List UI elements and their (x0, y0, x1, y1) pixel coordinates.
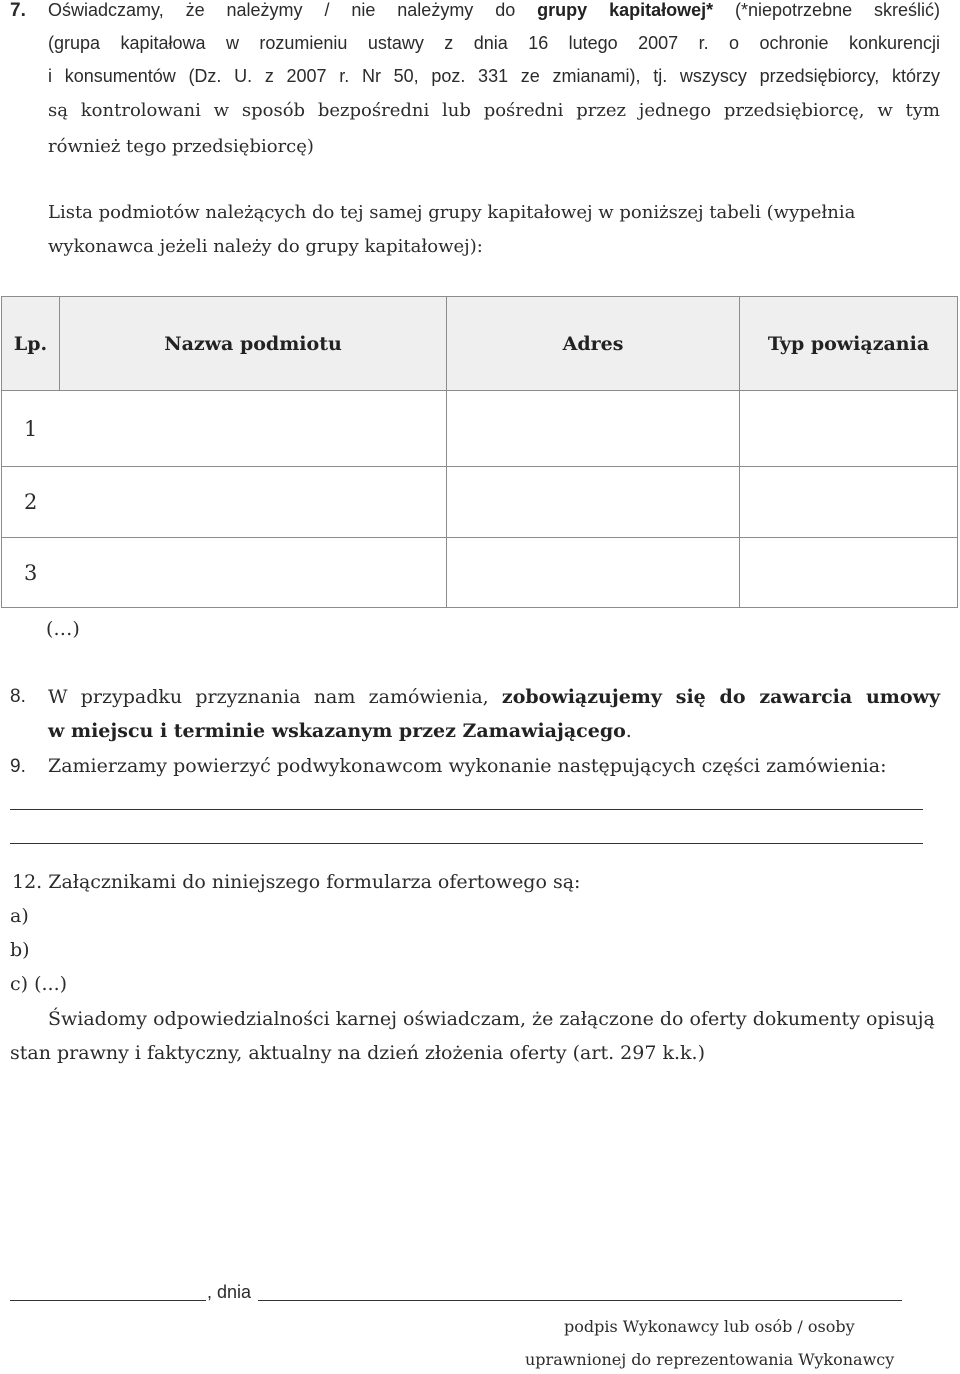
list-intro-line-1: Lista podmiotów należących do tej samej grupy kapitałowej w poniższej tabeli (wypełnia (48, 202, 856, 223)
attachment-c: c) (...) (10, 973, 68, 995)
table-continuation: (…) (46, 618, 80, 640)
row-number: 3 (2, 538, 447, 608)
header-lp: Lp. (2, 297, 60, 391)
table-header-row (2, 297, 958, 391)
item-7-number: 7. (10, 0, 26, 21)
item-7-line-4: są kontrolowani w sposób bezpośredni lub pośredni przez jednego przedsiębiorcę, w tym (48, 100, 940, 121)
subcontract-blank-line-1[interactable] (10, 809, 923, 810)
item-7-line-5: również tego przedsiębiorcę) (48, 136, 314, 157)
signature-caption-1: podpis Wykonawcy lub osób / osoby (564, 1317, 855, 1336)
attachment-b: b) (10, 939, 30, 961)
list-intro-line-2: wykonawca jeżeli należy do grupy kapitałowej): (48, 236, 483, 257)
row-address-cell[interactable] (447, 538, 740, 608)
declaration-line-1: Świadomy odpowiedzialności karnej oświadczam, że załączone do oferty dokumenty opisują (48, 1008, 935, 1030)
date-label: , dnia (207, 1282, 252, 1302)
item-8-line-1: W przypadku przyznania nam zamówienia, zobowiązujemy się do zawarcia umowy (48, 686, 940, 708)
place-blank-line[interactable] (10, 1300, 206, 1301)
subcontract-blank-line-2[interactable] (10, 843, 923, 844)
table-row (2, 391, 958, 467)
header-address: Adres (447, 297, 740, 391)
item-9-number: 9. (10, 756, 26, 777)
header-relation-type: Typ powiązania (740, 297, 958, 391)
capital-group-table (1, 296, 958, 608)
row-number: 2 (2, 467, 447, 538)
header-entity-name: Nazwa podmiotu (60, 297, 447, 391)
item-12-heading: 12. Załącznikami do niniejszego formularza ofertowego są: (12, 871, 581, 893)
row-relation-cell[interactable] (740, 538, 958, 608)
attachment-a: a) (10, 905, 29, 927)
table-row (2, 538, 958, 608)
item-8-number: 8. (10, 686, 26, 707)
item-8-line-2: w miejscu i terminie wskazanym przez Zamawiającego. (48, 720, 632, 742)
item-7-line-3: i konsumentów (Dz. U. z 2007 r. Nr 50, poz. 331 ze zmianami), tj. wszyscy przedsiębiorcy, którzy (48, 66, 940, 86)
row-relation-cell[interactable] (740, 467, 958, 538)
row-relation-cell[interactable] (740, 391, 958, 467)
table-row (2, 467, 958, 538)
row-address-cell[interactable] (447, 391, 740, 467)
row-address-cell[interactable] (447, 467, 740, 538)
row-number: 1 (2, 391, 447, 467)
item-7-line-2: (grupa kapitałowa w rozumieniu ustawy z dnia 16 lutego 2007 r. o ochronie konkurencji (48, 33, 940, 53)
declaration-line-2: stan prawny i faktyczny, aktualny na dzień złożenia oferty (art. 297 k.k.) (10, 1042, 705, 1064)
item-9-text: Zamierzamy powierzyć podwykonawcom wykonanie następujących części zamówienia: (48, 755, 887, 777)
item-7-line-1: Oświadczamy, że należymy / nie należymy do grupy kapitałowej* (*niepotrzebne skreślić) (48, 0, 940, 20)
date-signature-blank-line[interactable] (258, 1300, 902, 1301)
signature-caption-2: uprawnionej do reprezentowania Wykonawcy (525, 1350, 895, 1369)
